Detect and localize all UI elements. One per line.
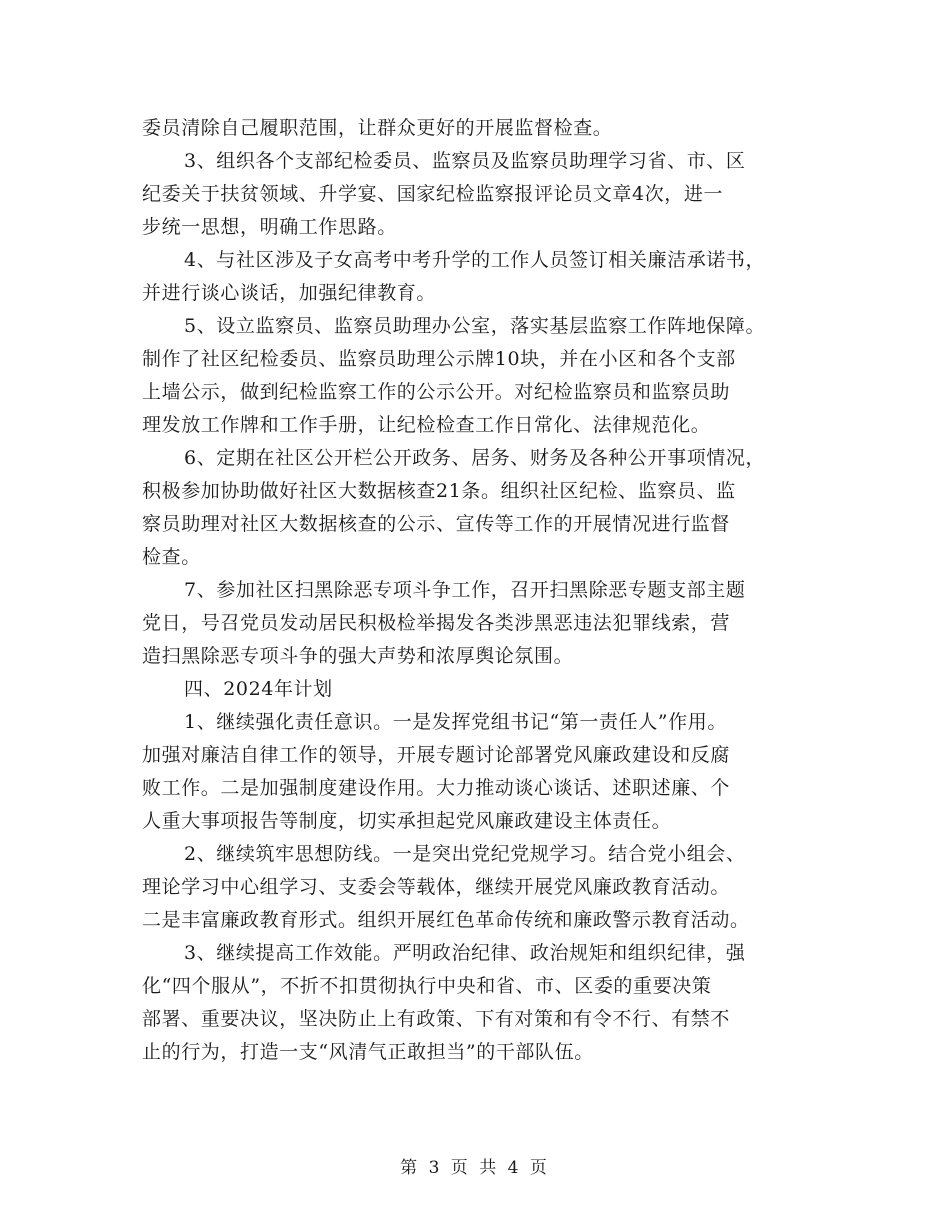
paragraph-7: 7、参加社区扫黑除恶专项斗争工作，召开扫黑除恶专题支部主题 (184, 579, 746, 601)
text-line: 检查。 (142, 546, 201, 568)
paragraph-3: 3、组织各个支部纪检委员、监察员及监察员助理学习省、市、区 (184, 150, 746, 172)
text-line: 化“四个服从”，不折不扣贯彻执行中央和省、市、区委的重要决策 (142, 975, 712, 997)
text-line: 加强对廉洁自律工作的领导，开展专题讨论部署党风廉政建设和反腐 (142, 744, 731, 766)
page-number-footer: 第 3 页 共 4 页 (400, 1158, 550, 1178)
text-line: 败工作。二是加强制度建设作用。大力推动谈心谈话、述职述廉、个 (142, 777, 731, 799)
text-line: 步统一思想，明确工作思路。 (142, 216, 397, 238)
document-body (142, 112, 822, 1069)
text-line: 制作了社区纪检委员、监察员助理公示牌10块，并在小区和各个支部 (142, 348, 736, 370)
text-line: 纪委关于扶贫领域、升学宴、国家纪检监察报评论员文章4次，进一 (142, 183, 724, 205)
plan-item-1: 1、继续强化责任意识。一是发挥党组书记“第一责任人”作用。 (184, 711, 727, 733)
text-line: 二是丰富廉政教育形式。组织开展红色革命传统和廉政警示教育活动。 (142, 909, 750, 931)
text-line: 造扫黑除恶专项斗争的强大声势和浓厚舆论氛围。 (142, 645, 574, 667)
text-line: 察员助理对社区大数据核查的公示、宣传等工作的开展情况进行监督 (142, 513, 731, 535)
paragraph-4: 4、与社区涉及子女高考中考升学的工作人员签订相关廉洁承诺书， (184, 249, 766, 271)
text-line: 积极参加协助做好社区大数据核查21条。组织社区纪检、监察员、监 (142, 480, 736, 502)
text-line: 止的行为，打造一支“风清气正敢担当”的干部队伍。 (142, 1041, 594, 1063)
text-line: 上墙公示，做到纪检监察工作的公示公开。对纪检监察员和监察员助 (142, 381, 731, 403)
text-line: 人重大事项报告等制度，切实承担起党风廉政建设主体责任。 (142, 810, 672, 832)
plan-item-2: 2、继续筑牢思想防线。一是突出党纪党规学习。结合党小组会、 (184, 843, 746, 865)
text-line: 党日，号召党员发动居民积极检举揭发各类涉黑恶违法犯罪线索，营 (142, 612, 731, 634)
text-line: 理论学习中心组学习、支委会等载体，继续开展党风廉政教育活动。 (142, 876, 731, 898)
plan-item-3: 3、继续提高工作效能。严明政治纪律、政治规矩和组织纪律，强 (184, 942, 746, 964)
text-line: 委员清除自己履职范围，让群众更好的开展监督检查。 (142, 117, 613, 139)
text-line: 并进行谈心谈话，加强纪律教育。 (142, 282, 437, 304)
text-line: 理发放工作牌和工作手册，让纪检检查工作日常化、法律规范化。 (142, 414, 711, 436)
text-line: 部署、重要决议，坚决防止上有政策、下有对策和有令不行、有禁不 (142, 1008, 731, 1030)
paragraph-5: 5、设立监察员、监察员助理办公室，落实基层监察工作阵地保障。 (184, 315, 766, 337)
paragraph-6: 6、定期在社区公开栏公开政务、居务、财务及各种公开事项情况， (184, 447, 766, 469)
section-heading: 四、2024年计划 (184, 678, 333, 700)
